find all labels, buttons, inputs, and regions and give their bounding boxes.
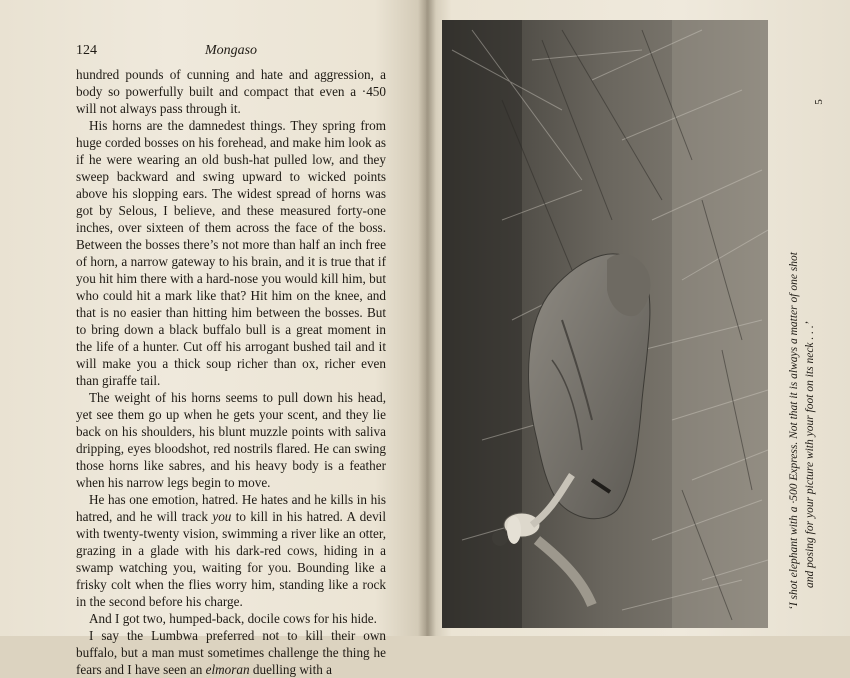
caption-line-2: and posing for your picture with your foot on its neck . . .’ (804, 321, 816, 588)
paragraph-6-text-a: I say the Lumbwa preferred not to kill their own buffalo, but a man must sometimes challenge the thing he fears and I have seen an (76, 628, 386, 677)
photo-caption (782, 90, 822, 610)
paragraph-1-text: hundred pounds of cunning and hate and aggression, a body so powerfully built and compact that even a ·450 will not always pass through it. (76, 67, 386, 116)
paragraph-6 (76, 627, 386, 678)
book-gutter (418, 0, 436, 636)
paragraph-5-text: And I got two, humped-back, docile cows for his hide. (89, 611, 377, 626)
caption-text (786, 90, 818, 610)
paragraph-4-text-b: to kill in his hatred. A devil with twenty-twenty vision, swimming a river like an otter, grazing in a glade with his dark-red cows, hiding in a swamp watching you, waiting for you. Bounding like a frisky colt when the flies worry him, standing like a rock in the second before his charge. (76, 509, 386, 609)
paragraph-6-text-b: duelling with a (249, 662, 332, 677)
paragraph-4 (76, 491, 386, 610)
paragraph-1 (76, 66, 386, 117)
page-mark: 5 (812, 99, 825, 105)
paragraph-5 (76, 610, 386, 627)
paragraph-2-text: His horns are the damnedest things. They spring from huge corded bosses on his forehead, and make him look as if he were wearing an old bush-hat pulled low, and they sweep backward and swing upward to wicked points above his slopping ears. The widest spread of horns was got by Selous, I believe, and these measured forty-one inches, over sixteen of them across the face of the boss. Between the bosses there’s not more than half an inch free of horn, a narrow gateway to his brain, and it is true that if you hit him there with a hard-nose you would kill him, but who could hit a mark like that? Hit him on the knee, and that is no easier than hitting him between the bosses. But to bring down a black buffalo bull is a great moment in the life of a hunter. Cut off his arrogant bushed tail and it will make you a thick soup richer than ox, richer even than giraffe tail. (76, 118, 386, 388)
paragraph-3-text: The weight of his horns seems to pull down his head, yet see them go up when he gets your scent, and they lie back on his shoulders, his blunt muzzle points with saliva dripping, eyes bloodshot, red nostrils flared. He can swing those horns like sabres, and his heavy body is a feather when his narrow legs begin to move. (76, 390, 386, 490)
paragraph-6-emphasis: elmoran (205, 662, 250, 677)
running-title: Mongaso (204, 43, 258, 58)
running-head (76, 43, 386, 63)
paragraph-4-emphasis: you (212, 509, 232, 524)
body-text (76, 66, 386, 678)
page-number: 124 (76, 43, 97, 58)
elephant-hunter-photo (442, 20, 768, 628)
caption-line-1: ‘I shot elephant with a ·500 Express. Not that it is always a matter of one shot (788, 252, 800, 610)
paragraph-4-text-a: He has one emotion, hatred. He hates and he kills in his hatred, and he will track (76, 492, 386, 524)
paragraph-3 (76, 389, 386, 491)
photo-plate (442, 20, 768, 628)
paragraph-2 (76, 117, 386, 389)
